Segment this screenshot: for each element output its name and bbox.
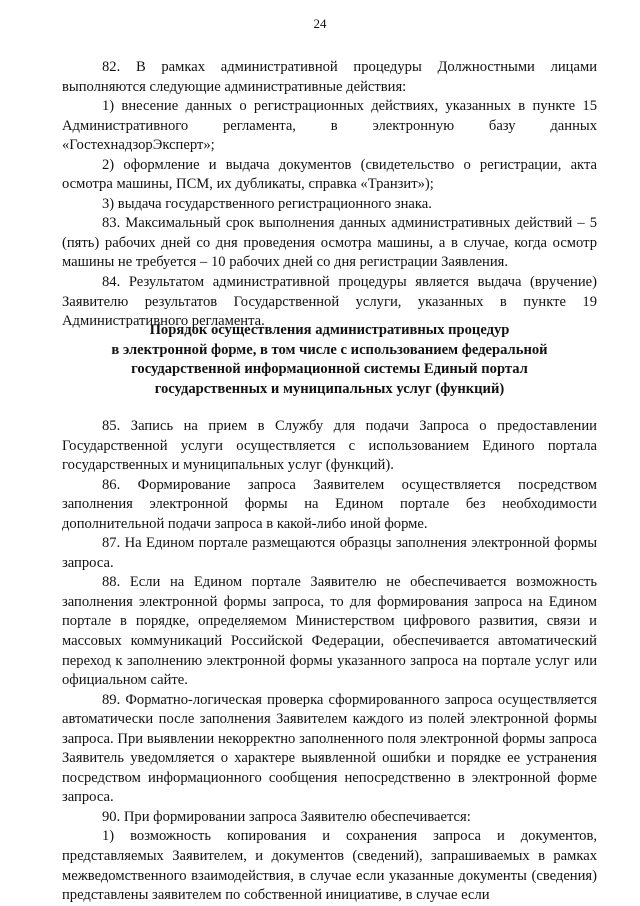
paragraph-84: 84. Результатом административной процедуры является выдача (вручение) Заявителю результатов Государственной услуги, указанных в пункте 19 Административного регламента.: [62, 274, 597, 330]
paragraph-83: 83. Максимальный срок выполнения данных административных действий – 5 (пять) рабочих дней со дня проведения осмотра машины, а в случае, когда осмотр машины не требуется – 10 рабочих дней со дня регистрации Заявления.: [62, 215, 597, 271]
paragraph-87: 87. На Едином портале размещаются образцы заполнения электронной формы запроса.: [62, 535, 597, 571]
section-bottom: [62, 417, 597, 906]
heading-line-3: государственной информационной системы Единый портал: [131, 361, 528, 378]
list-item-2: 2) оформление и выдача документов (свидетельство о регистрации, акта осмотра машины, ПСМ, их дубликаты, справка «Транзит»);: [62, 156, 597, 193]
paragraph-85: 85. Запись на прием в Службу для подачи Запроса о предоставлении Государственной услуги осуществляется с использованием Единого портала государственных и муниципальных услуг (функций).: [62, 418, 597, 474]
heading-line-4: государственных и муниципальных услуг (функций): [154, 380, 505, 397]
section-heading: [62, 321, 597, 399]
list-item-1: 1) внесение данных о регистрационных действиях, указанных в пункте 15 Административного регламента, в электронную базу данных «ГостехнадзорЭксперт»;: [62, 98, 597, 154]
paragraph-88: 88. Если на Едином портале Заявителю не обеспечивается возможность заполнения электронной формы запроса, то для формирования запроса на Едином портале в порядке, определяемом Министерством цифрового развития, связи и массовых коммуникаций Российской Федерации, обеспечивается автоматический переход к заполнению электронной формы указанного запроса на портале услуг или официальном сайте.: [62, 574, 597, 689]
list-item-3: 3) выдача государственного регистрационного знака.: [102, 195, 432, 212]
heading-line-2: в электронной форме, в том числе с использованием федеральной: [111, 341, 548, 358]
heading-line-1: Порядок осуществления административных процедур: [149, 322, 510, 338]
paragraph-82: 82. В рамках административной процедуры Должностными лицами выполняются следующие административные действия:: [62, 59, 597, 95]
page-number: 24: [313, 16, 327, 31]
paragraph-90: 90. При формировании запроса Заявителю обеспечивается:: [102, 808, 471, 825]
paragraph-86: 86. Формирование запроса Заявителем осуществляется посредством заполнения электронной формы на Едином портале без необходимости дополнительной подачи запроса в какой-либо иной форме.: [62, 476, 597, 532]
paragraph-89: 89. Форматно-логическая проверка сформированного запроса осуществляется автоматически после заполнения Заявителем каждого из полей электронной формы запроса. При выявлении некорректно заполненного поля электронной формы запроса Заявитель уведомляется о характере выявленной ошибки и порядке ее устранения посредством информационного сообщения непосредственно в электронной форме запроса.: [62, 691, 597, 806]
section-top: [62, 58, 597, 332]
paragraph-90-item-1: 1) возможность копирования и сохранения запроса и документов, представляемых Заявителем, и документов (сведений), запрашиваемых в рамках межведомственного взаимодействия, в случае если указанные документы (сведения) представлены заявителем по собственной инициативе, в случае если: [62, 828, 597, 904]
